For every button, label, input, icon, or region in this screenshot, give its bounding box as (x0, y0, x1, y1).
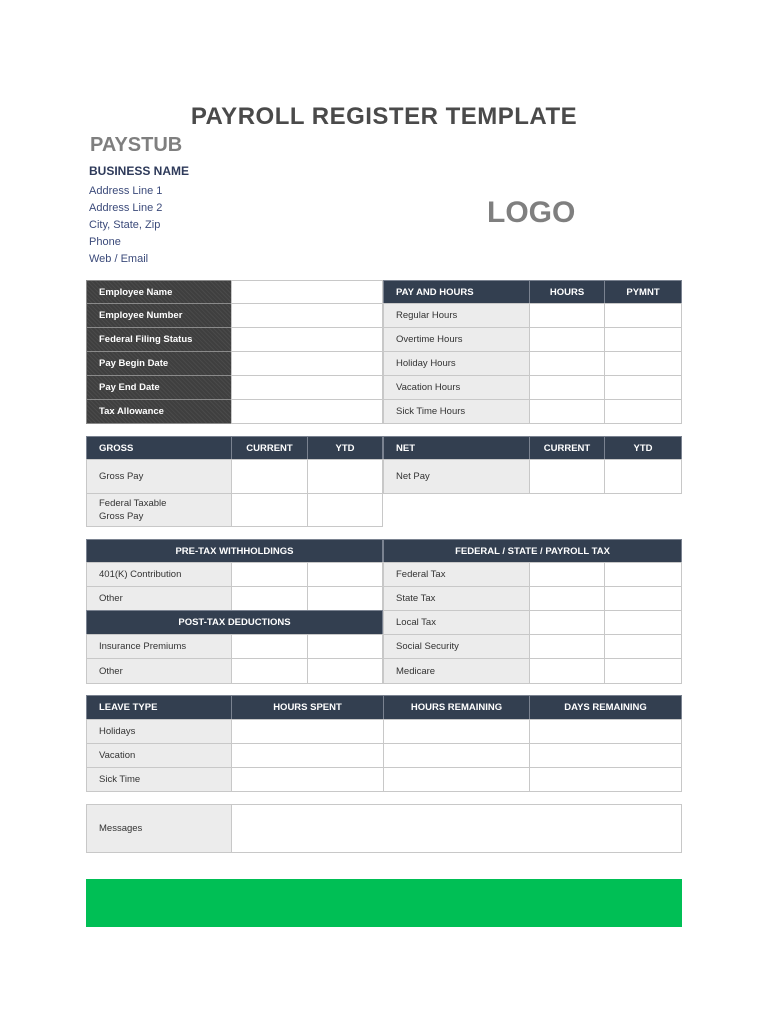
pymnt-column-header: PYMNT (604, 280, 682, 304)
sick-time-hours-spent[interactable] (231, 767, 384, 792)
pay-hours-header: PAY AND HOURS (383, 280, 530, 304)
net-header: NET (383, 436, 530, 460)
holidays-label: Holidays (86, 719, 232, 744)
overtime-hours-input[interactable] (529, 327, 605, 352)
vacation-label: Vacation (86, 743, 232, 768)
insurance-premiums-label: Insurance Premiums (86, 634, 232, 659)
federal-taxable-gross-ytd[interactable] (307, 493, 383, 527)
hours-spent-header: HOURS SPENT (231, 695, 384, 720)
label-federal-filing-status: Federal Filing Status (86, 327, 232, 352)
net-ytd-header: YTD (604, 436, 682, 460)
state-tax-ytd[interactable] (604, 586, 682, 611)
pretax-other-current[interactable] (231, 586, 308, 611)
vacation-hours-remaining[interactable] (383, 743, 530, 768)
local-tax-current[interactable] (529, 610, 605, 635)
sick-time-hours-label: Sick Time Hours (383, 399, 530, 424)
sick-time-days-remaining[interactable] (529, 767, 682, 792)
gross-pay-label: Gross Pay (86, 459, 232, 494)
footer-accent-bar (86, 879, 682, 927)
medicare-label: Medicare (383, 658, 530, 684)
sick-time-pymnt-input[interactable] (604, 399, 682, 424)
pretax-header: PRE-TAX WITHHOLDINGS (86, 539, 383, 563)
net-pay-label: Net Pay (383, 459, 530, 494)
regular-pymnt-input[interactable] (604, 303, 682, 328)
gross-pay-current[interactable] (231, 459, 308, 494)
label-employee-name: Employee Name (86, 280, 232, 304)
medicare-current[interactable] (529, 658, 605, 684)
net-pay-current[interactable] (529, 459, 605, 494)
input-pay-end-date[interactable] (231, 375, 383, 400)
city-state-zip: City, State, Zip (89, 219, 161, 231)
input-employee-number[interactable] (231, 303, 383, 328)
401k-ytd[interactable] (307, 562, 383, 587)
social-security-current[interactable] (529, 634, 605, 659)
input-tax-allowance[interactable] (231, 399, 383, 424)
messages-input[interactable] (231, 804, 682, 853)
posttax-other-ytd[interactable] (307, 658, 383, 684)
gross-current-header: CURRENT (231, 436, 308, 460)
posttax-other-current[interactable] (231, 658, 308, 684)
vacation-pymnt-input[interactable] (604, 375, 682, 400)
posttax-header: POST-TAX DEDUCTIONS (86, 610, 383, 635)
leave-type-header: LEAVE TYPE (86, 695, 232, 720)
input-employee-name[interactable] (231, 280, 383, 304)
input-pay-begin-date[interactable] (231, 351, 383, 376)
regular-hours-input[interactable] (529, 303, 605, 328)
label-employee-number: Employee Number (86, 303, 232, 328)
messages-label: Messages (86, 804, 232, 853)
insurance-current[interactable] (231, 634, 308, 659)
hours-remaining-header: HOURS REMAINING (383, 695, 530, 720)
tax-header: FEDERAL / STATE / PAYROLL TAX (383, 539, 682, 563)
vacation-hours-input[interactable] (529, 375, 605, 400)
holiday-hours-label: Holiday Hours (383, 351, 530, 376)
label-tax-allowance: Tax Allowance (86, 399, 232, 424)
sick-time-hours-input[interactable] (529, 399, 605, 424)
state-tax-current[interactable] (529, 586, 605, 611)
input-federal-filing-status[interactable] (231, 327, 383, 352)
federal-tax-ytd[interactable] (604, 562, 682, 587)
sick-time-label: Sick Time (86, 767, 232, 792)
days-remaining-header: DAYS REMAINING (529, 695, 682, 720)
pretax-other-label: Other (86, 586, 232, 611)
holidays-hours-spent[interactable] (231, 719, 384, 744)
federal-taxable-gross-label: Federal Taxable Gross Pay (86, 493, 232, 527)
overtime-hours-label: Overtime Hours (383, 327, 530, 352)
holidays-days-remaining[interactable] (529, 719, 682, 744)
address-line-1: Address Line 1 (89, 185, 163, 197)
posttax-other-label: Other (86, 658, 232, 684)
label-pay-end-date: Pay End Date (86, 375, 232, 400)
holiday-hours-input[interactable] (529, 351, 605, 376)
gross-header: GROSS (86, 436, 232, 460)
business-name: BUSINESS NAME (89, 164, 190, 178)
sick-time-hours-remaining[interactable] (383, 767, 530, 792)
logo-placeholder: LOGO (487, 196, 576, 229)
regular-hours-label: Regular Hours (383, 303, 530, 328)
401k-contribution-label: 401(K) Contribution (86, 562, 232, 587)
vacation-days-remaining[interactable] (529, 743, 682, 768)
gross-ytd-header: YTD (307, 436, 383, 460)
web-email: Web / Email (89, 253, 149, 265)
local-tax-label: Local Tax (383, 610, 530, 635)
holiday-pymnt-input[interactable] (604, 351, 682, 376)
page-title: PAYROLL REGISTER TEMPLATE (190, 103, 578, 130)
phone: Phone (89, 236, 121, 248)
pretax-other-ytd[interactable] (307, 586, 383, 611)
vacation-hours-spent[interactable] (231, 743, 384, 768)
federal-taxable-gross-current[interactable] (231, 493, 308, 527)
insurance-ytd[interactable] (307, 634, 383, 659)
federal-tax-current[interactable] (529, 562, 605, 587)
social-security-label: Social Security (383, 634, 530, 659)
401k-current[interactable] (231, 562, 308, 587)
vacation-hours-label: Vacation Hours (383, 375, 530, 400)
net-pay-ytd[interactable] (604, 459, 682, 494)
medicare-ytd[interactable] (604, 658, 682, 684)
federal-tax-label: Federal Tax (383, 562, 530, 587)
address-line-2: Address Line 2 (89, 202, 163, 214)
label-pay-begin-date: Pay Begin Date (86, 351, 232, 376)
hours-column-header: HOURS (529, 280, 605, 304)
net-current-header: CURRENT (529, 436, 605, 460)
gross-pay-ytd[interactable] (307, 459, 383, 494)
overtime-pymnt-input[interactable] (604, 327, 682, 352)
social-security-ytd[interactable] (604, 634, 682, 659)
paystub-heading: PAYSTUB (90, 134, 183, 156)
local-tax-ytd[interactable] (604, 610, 682, 635)
holidays-hours-remaining[interactable] (383, 719, 530, 744)
state-tax-label: State Tax (383, 586, 530, 611)
